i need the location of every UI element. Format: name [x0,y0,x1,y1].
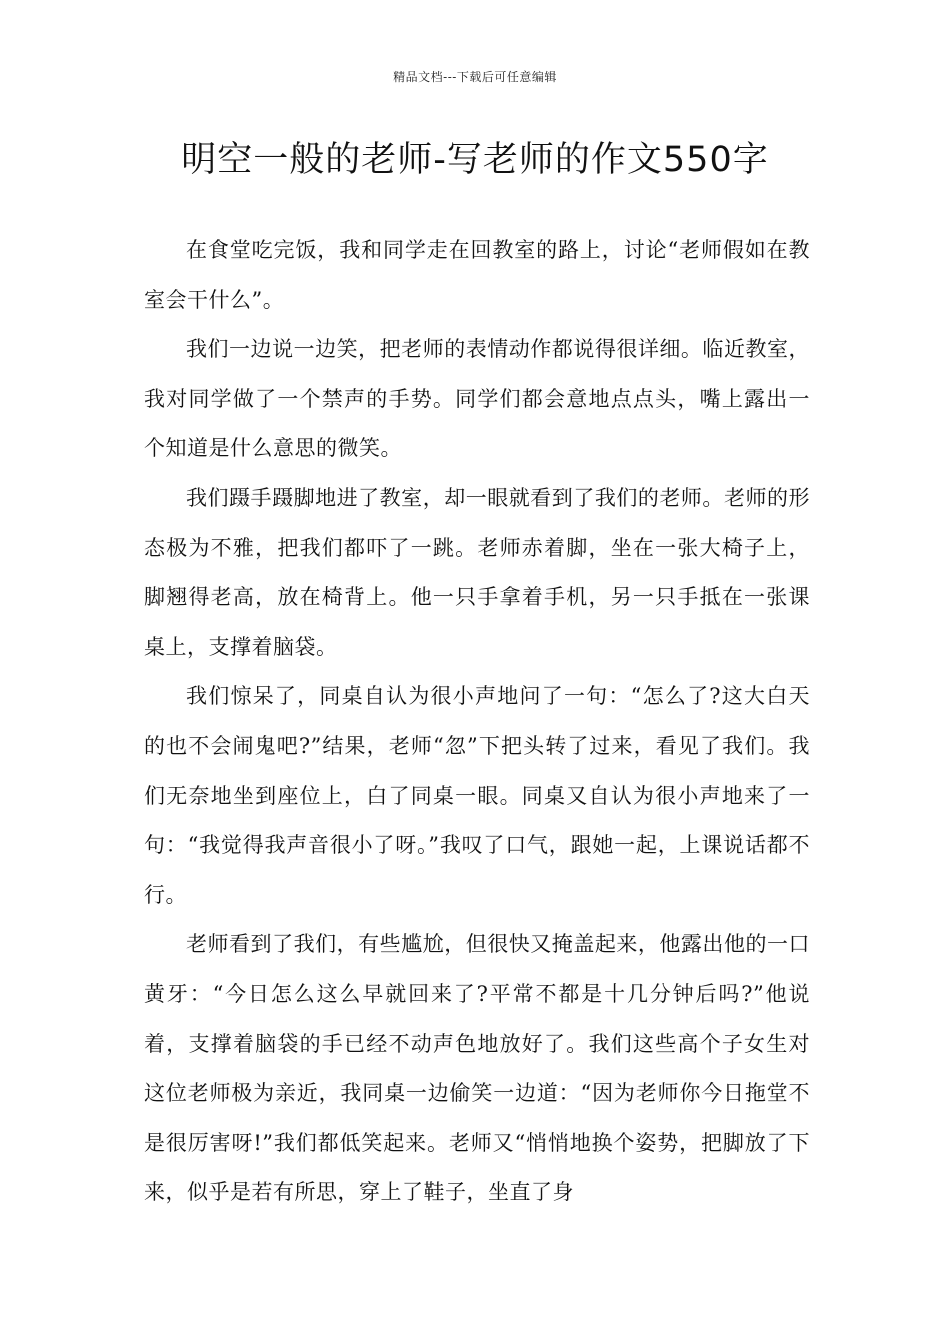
header-note: 精品文档---下载后可任意编辑 [393,70,557,84]
paragraph: 我们蹑手蹑脚地进了教室，却一眼就看到了我们的老师。老师的形态极为不雅，把我们都吓了一跳。老师赤着脚，坐在一张大椅子上，脚翘得老高，放在椅背上。他一只手拿着手机，另一只手抵在一张课桌上，支撑着脑袋。 [144,485,810,659]
paragraph: 我们惊呆了，同桌自认为很小声地问了一句：“怎么了?这大白天的也不会闹鬼吧?”结果，老师“忽”下把头转了过来，看见了我们。我们无奈地坐到座位上，白了同桌一眼。同桌又自认为很小声地来了一句：“我觉得我声音很小了呀。”我叹了口气，跟她一起，上课说话都不行。 [144,684,810,907]
paragraph: 在食堂吃完饭，我和同学走在回教室的路上，讨论“老师假如在教室会干什么”。 [144,238,810,312]
paragraph: 我们一边说一边笑，把老师的表情动作都说得很详细。临近教室，我对同学做了一个禁声的手势。同学们都会意地点点头，嘴上露出一个知道是什么意思的微笑。 [144,337,810,461]
page-title: 明空一般的老师-写老师的作文550字 [181,140,769,180]
article-body [144,226,810,1218]
paragraph: 老师看到了我们，有些尴尬，但很快又掩盖起来，他露出他的一口黄牙：“今日怎么这么早就回来了?平常不都是十几分钟后吗?”他说着，支撑着脑袋的手已经不动声色地放好了。我们这些高个子女生对这位老师极为亲近，我同桌一边偷笑一边道：“因为老师你今日拖堂不是很厉害呀!”我们都低笑起来。老师又“悄悄地换个姿势，把脚放了下来，似乎是若有所思，穿上了鞋子，坐直了身 [144,932,810,1205]
